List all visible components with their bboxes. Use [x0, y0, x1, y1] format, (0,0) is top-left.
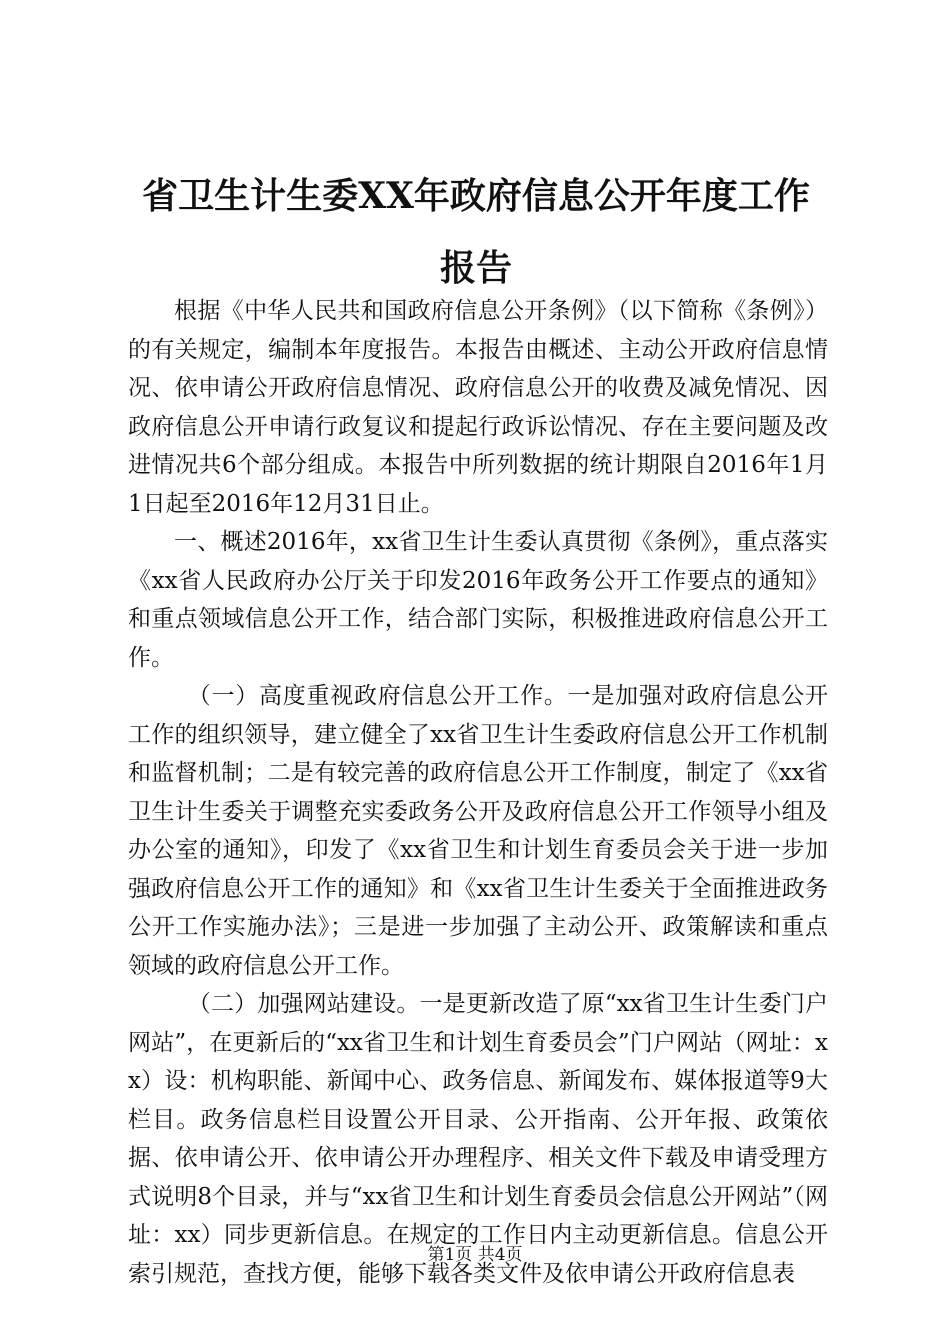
document-body [128, 292, 828, 1293]
document-title: 省卫生计生委XX年政府信息公开年度工作报告 [142, 175, 810, 289]
page-footer: 第1页 共4页 [427, 1245, 523, 1265]
paragraph-intro: 根据《中华人民共和国政府信息公开条例》（以下简称《条例》）的有关规定，编制本年度报告。本报告由概述、主动公开政府信息情况、依申请公开政府信息情况、政府信息公开的收费及减免情况、因政府信息公开申请行政复议和提起行政诉讼情况、存在主要问题及改进情况共6个部分组成。本报告中所列数据的统计期限自2016年1月1日起至2016年12月31日止。 [128, 298, 828, 517]
paragraph-section-two: （二）加强网站建设。一是更新改造了原“xx省卫生计生委门户网站”，在更新后的“xx省卫生和计划生育委员会”门户网站（网址：xx）设：机构职能、新闻中心、政务信息、新闻发布、媒体报道等9大栏目。政务信息栏目设置公开目录、公开指南、公开年报、政策依据、依申请公开、依申请公开办理程序、相关文件下载及申请受理方式说明8个目录，并与“xx省卫生和计划生育委员会信息公开网站”（网址：xx）同步更新信息。在规定的工作日内主动更新信息。信息公开索引规范，查找方便，能够下载各类文件及依申请公开政府信息表 [128, 991, 828, 1287]
paragraph-section-one: （一）高度重视政府信息公开工作。一是加强对政府信息公开工作的组织领导，建立健全了xx省卫生计生委政府信息公开工作机制和监督机制；二是有较完善的政府信息公开工作制度，制定了《xx省卫生计生委关于调整充实委政务公开及政府信息公开工作领导小组及办公室的通知》，印发了《xx省卫生和计划生育委员会关于进一步加强政府信息公开工作的通知》和《xx省卫生计生委关于全面推进政务公开工作实施办法》；三是进一步加强了主动公开、政策解读和重点领域的政府信息公开工作。 [128, 683, 828, 979]
paragraph-overview: 一、概述2016年，xx省卫生计生委认真贯彻《条例》，重点落实《xx省人民政府办公厅关于印发2016年政务公开工作要点的通知》和重点领域信息公开工作，结合部门实际，积极推进政府信息公开工作。 [128, 529, 828, 671]
